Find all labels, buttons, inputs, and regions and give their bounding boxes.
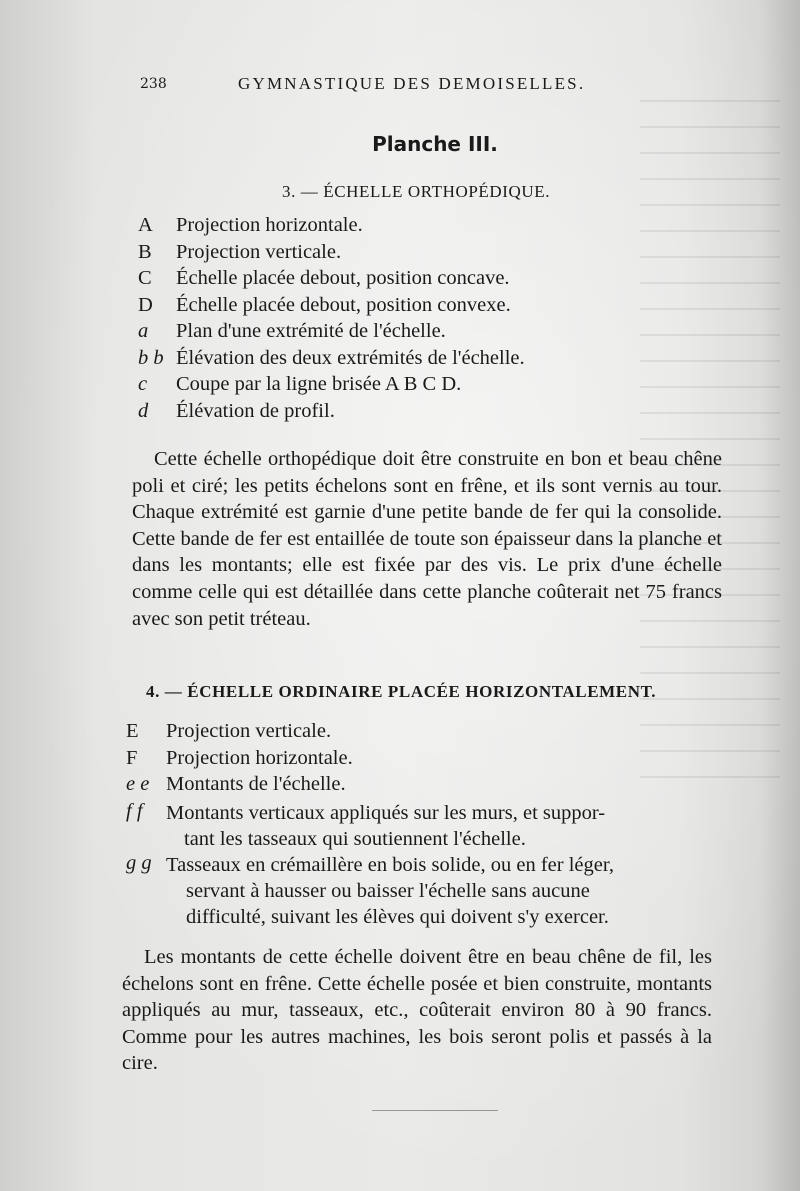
legend-text: Plan d'une extrémité de l'échelle. — [176, 320, 446, 342]
legend-text — [166, 800, 605, 852]
legend-key: B — [138, 240, 152, 263]
legend-key: e e — [126, 773, 150, 795]
legend-key: E — [126, 720, 139, 742]
legend-text: Élévation des deux extrémités de l'échelle. — [176, 346, 525, 369]
section-4-title: 4. — ÉCHELLE ORDINAIRE PLACÉE HORIZONTALEMENT. — [146, 682, 657, 701]
legend-line: servant à hausser ou baisser l'échelle sans aucune — [186, 879, 590, 902]
legend-line: difficulté, suivant les élèves qui doivent s'y exercer. — [186, 905, 609, 928]
legend-key: a — [138, 320, 149, 342]
legend-text: Échelle placée debout, position convexe. — [176, 293, 511, 316]
legend-text: Projection horizontale. — [176, 214, 363, 236]
section-3-title: 3. — ÉCHELLE ORTHOPÉDIQUE. — [282, 182, 551, 201]
plate-title: Planche III. — [372, 132, 498, 156]
page-header — [140, 74, 640, 98]
legend-text: Projection verticale. — [166, 720, 332, 742]
closing-rule — [372, 1110, 498, 1111]
page-number: 238 — [140, 76, 167, 92]
legend-key: A — [138, 214, 153, 236]
legend-text: Projection verticale. — [176, 240, 342, 263]
legend-line: tant les tasseaux qui soutiennent l'échelle. — [184, 827, 526, 850]
legend-text — [166, 852, 614, 930]
legend-key: F — [126, 746, 138, 769]
legend-text: Montants de l'échelle. — [166, 773, 346, 795]
legend-text: Élévation de profil. — [176, 399, 335, 422]
legend-key: C — [138, 267, 152, 289]
section-4-description: Les montants de cette échelle doivent être en beau chêne de fil, les échelons sont en frêne. Cette échelle posée et bien construite, montants appliqués au mur, tasseaux, etc., coûterait environ 80 à 90 francs. Comme pour les autres machines, les bois seront polis et passés à la cire. — [122, 946, 712, 1075]
legend-line: Tasseaux en crémaillère en bois solide, ou en fer léger, — [166, 853, 614, 876]
section-3-description: Cette échelle orthopédique doit être construite en bon et beau chêne poli et ciré; les petits échelons sont en frêne, et ils sont vernis au tour. Chaque extrémité est garnie d'une petite bande de fer qui la consolide. Cette bande de fer est entaillée de toute son épaisseur dans la planche et dans les montants; elle est fixée par des vis. Le prix d'une échelle comme celle qui est détaillée dans cette planche coûterait net 75 francs avec son petit tréteau. — [132, 448, 722, 630]
legend-line: Montants verticaux appliqués sur les murs, et suppor- — [166, 801, 606, 824]
legend-key: b b — [138, 346, 164, 369]
legend-key: c — [138, 373, 148, 395]
legend-key: d — [138, 399, 149, 422]
legend-key: f f — [126, 799, 143, 822]
legend-text: Échelle placée debout, position concave. — [176, 267, 510, 289]
legend-key: g g — [126, 851, 152, 874]
legend-key: D — [138, 293, 153, 316]
legend-text: Projection horizontale. — [166, 746, 353, 769]
running-title: GYMNASTIQUE DES DEMOISELLES. — [238, 74, 586, 93]
legend-text: Coupe par la ligne brisée A B C D. — [176, 373, 462, 395]
